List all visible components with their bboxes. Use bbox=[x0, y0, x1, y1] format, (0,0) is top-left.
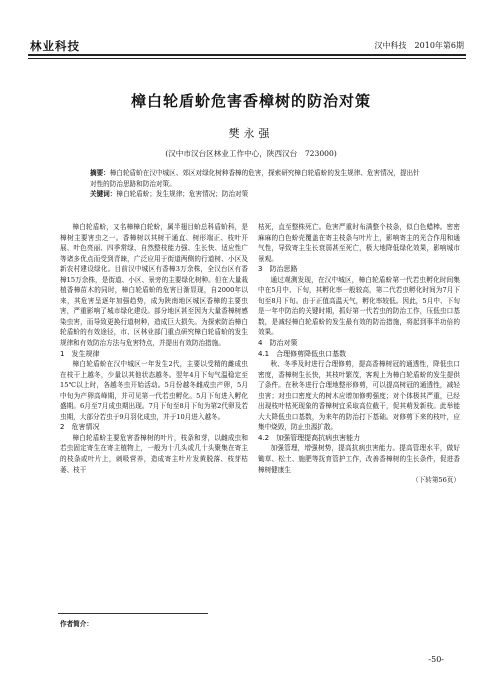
abstract-block bbox=[90, 168, 420, 200]
section-4-1-heading: 4.1 合理修剪降低虫口基数 bbox=[258, 349, 347, 358]
author-name: 樊永强 bbox=[228, 127, 274, 140]
section-2-heading: 2 危害情况 bbox=[60, 423, 100, 432]
section-4-1-text: 秋、冬季及时进行合理修剪，提高香樟树冠的通透性，降低虫口密度，香樟树生长快，其枝叶繁茂，客观上为樟白轮盾蚧的发生提供了条件。在秋冬进行合理地整形修剪，可以提高树冠的通透性，减轻虫害；对虫口密度大的树木应增加修剪强度；对个体极其严重，已经出现枝叶枯死现象的香樟树宜采取高位截干，促其萌发新枝。此举能大大降低虫口基数，为来年的防治打下基础。对修剪下来的枝叶，应集中烧毁，防止虫源扩散。 bbox=[258, 360, 460, 432]
section-4-2-heading: 4.2 加强管理提高抗病虫害能力 bbox=[258, 433, 361, 442]
author-intro-label: 作者简介： bbox=[60, 620, 93, 628]
article-title: 樟白轮盾蚧危害香樟树的防治对策 bbox=[130, 92, 371, 110]
keywords bbox=[90, 189, 420, 200]
section-4-heading: 4 防治对策 bbox=[258, 339, 298, 348]
abstract bbox=[90, 168, 420, 189]
right-column bbox=[258, 222, 460, 486]
abstract-text: 樟白轮盾蚧在汉中城区、郊区对绿化树种香樟的危害，探索研究樟白轮盾蚧的发生规律、危害情况，提出针对性的防治思路和防治对策。 bbox=[90, 169, 420, 188]
section-2-text: 樟白轮盾蚧主要危害香樟树的叶片，枝条和芽，以雌成虫和若虫固定寄生在寄主植物上，一般为十几头或几十头聚集在寄主的枝条或叶片上，刺吸营养，造成寄主叶片发黄脱落、枝芽枯萎、枝干 bbox=[60, 433, 248, 474]
left-column bbox=[60, 222, 248, 475]
section-1-text: 樟白轮盾蚧在汉中城区一年发生2代，主要以受精的雌成虫在枝干上越冬，少量以其他状态越冬。翌年4月下旬气温稳定至15℃以上时，各越冬虫开始活动。5月份越冬雌成虫产卵，5月中旬为产卵高峰期，并可见第一代若虫孵化。5月下旬进入孵化盛期。6月至7月成虫期出现。7月下旬至8月下旬为第2代卵及若虫期，大部分若虫于9月羽化成虫，并于10月进入越冬。 bbox=[60, 360, 248, 421]
section-3-text: 通过观测发现，在汉中城区，樟白轮盾蚧第一代若虫孵化时间集中在5月中、下旬，其孵化率一般较高，第二代若虫孵化时间为7月下旬至8月下旬。由于正值高温天气，孵化率较低。因此，5月中、下旬是一年中防治的关键时期，抓好第一代若虫的防治工作，压低虫口基数，是减轻樟白轮盾蚧的发生最有效的防治措施，将起到事半功倍的效果。 bbox=[258, 275, 460, 337]
section-2-continued-text: 枯死，直至整株死亡。危害严重时布满整个枝条，似白色蜡棒。密密麻麻的白色蚧壳覆盖在寄主枝条与叶片上，影响寄主的光合作用和通气性，导致寄主生长衰弱甚至死亡，极大地降低绿化效果，影响城市景观。 bbox=[258, 223, 460, 263]
header-rule-thin bbox=[28, 58, 466, 59]
keywords-label: 关键词： bbox=[90, 190, 117, 198]
keywords-text: 樟白轮盾蚧；发生规律；危害情况；防治对策 bbox=[116, 190, 249, 198]
intro-paragraph: 樟白轮盾蚧，又名樟樟白轮蚧，属半翅目蚧总科盾蚧科，是樟树主要害虫之一。香樟树以其树干通直、树形端正、枝叶开展、叶色亮丽、四季常绿、自然整枝能力强、生长快、适应性广等诸多优点而受到青睐，广泛应用于街道两侧的行道树、小区及新农村建设绿化。目前汉中城区有香樟3万余株，全汉台区有香樟15万余株，是街道、小区、景旁的主要绿化树种。但在大量栽植香樟苗木的同时，樟白轮盾蚧的危害日渐显现，自2000年以来，其危害呈逐年加强趋势，成为陕南地区城区香樟的主要虫害，严重影响了城市绿化建设。部分地区甚至因为大量香樟树感染虫害，而导致更换行道树种，造成巨大损失。为探索防治樟白轮盾蚧的有效途径，市、区林业部门重点研究樟白轮盾蚧的发生规律和有效防治方法与危害特点，并提出有效防治措施。 bbox=[60, 223, 248, 348]
footnote-rule bbox=[58, 613, 208, 614]
section-3-heading: 3 防治思路 bbox=[258, 265, 298, 274]
author-affiliation: (汉中市汉台区林业工作中心，陕西汉台 723000) bbox=[165, 149, 337, 158]
section-1-heading: 1 发生规律 bbox=[60, 349, 100, 358]
section-4-2-text: 加强管理，增强树势，提高抗病虫害能力。提高管理水平，做好锄草、松土、施肥等抚育管护工作，改善香樟树的生长条件，促进香樟树健康生 bbox=[258, 444, 460, 474]
abstract-label: 摘要： bbox=[90, 169, 110, 177]
journal-name: 林业科技 bbox=[30, 39, 80, 53]
issue-info: 汉中科技 2010年第6期 bbox=[374, 41, 464, 50]
page-number: -50- bbox=[428, 655, 444, 664]
continued-note: （下转第56页） bbox=[412, 476, 460, 485]
header-rule-thick bbox=[28, 54, 466, 56]
